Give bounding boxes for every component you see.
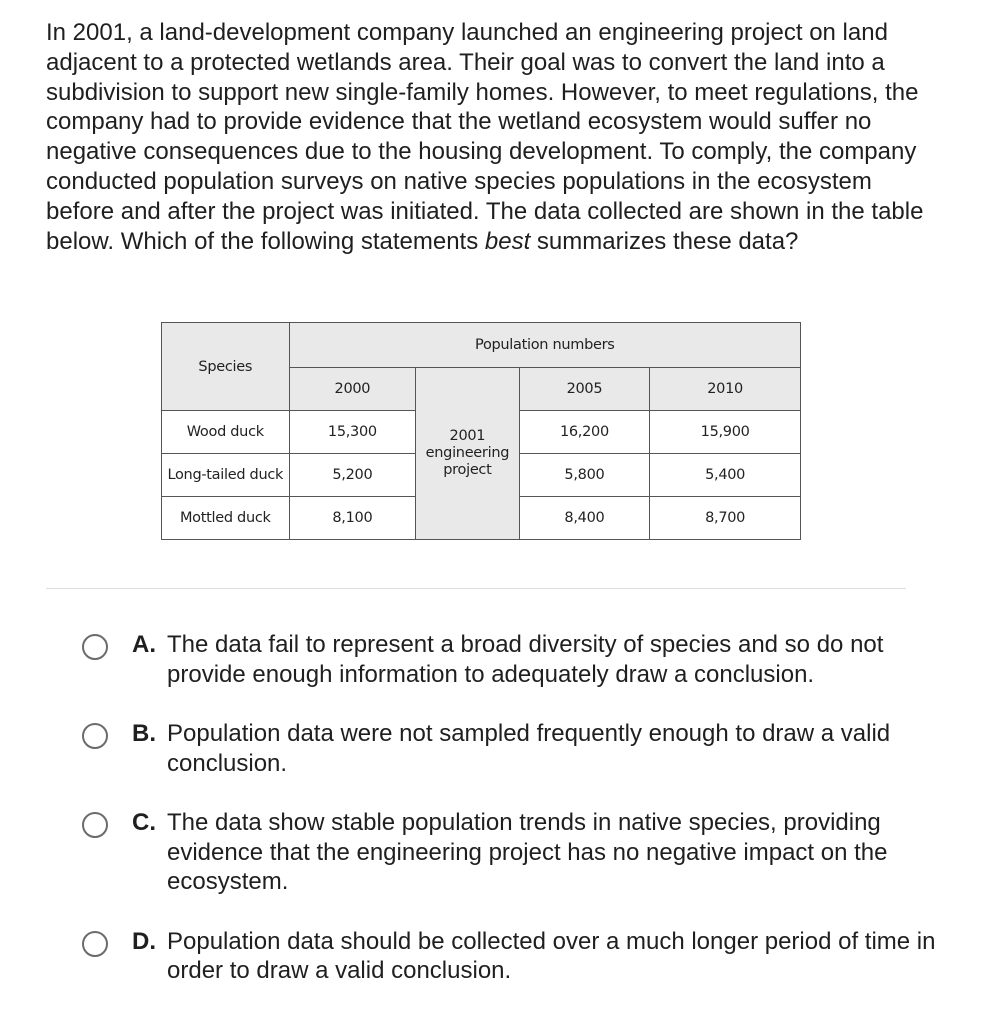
value-cell-2000: 5,200	[289, 454, 416, 497]
option-b[interactable]	[82, 719, 962, 778]
option-text: Population data should be collected over a much longer period of time in order to draw a valid conclusion.	[167, 927, 936, 984]
option-a[interactable]	[82, 630, 962, 689]
species-header: Species	[162, 323, 290, 411]
value-cell-2010: 8,700	[650, 497, 801, 540]
question-text	[46, 18, 926, 256]
population-table	[161, 322, 801, 540]
year-header-2000: 2000	[289, 368, 416, 411]
value-cell-2000: 15,300	[289, 411, 416, 454]
option-d[interactable]	[82, 927, 962, 986]
project-marker-cell	[416, 368, 519, 540]
option-text: Population data were not sampled frequently enough to draw a valid conclusion.	[167, 720, 891, 777]
option-letter: B.	[132, 720, 156, 747]
year-header-2005: 2005	[519, 368, 650, 411]
question-text-end: summarizes these data?	[530, 227, 799, 255]
project-label-year: 2001	[449, 428, 486, 444]
value-cell-2000: 8,100	[289, 497, 416, 540]
value-cell-2005: 8,400	[519, 497, 650, 540]
value-cell-2005: 16,200	[519, 411, 650, 454]
species-cell: Mottled duck	[162, 497, 290, 540]
option-letter: D.	[132, 927, 156, 955]
answer-options	[82, 630, 962, 986]
species-cell: Wood duck	[162, 411, 290, 454]
option-text: The data fail to represent a broad diversity of species and so do not provide enough information to adequately draw a conclusion.	[167, 631, 884, 688]
option-text: The data show stable population trends in native species, providing evidence that the engineering project has no negative impact on the ecosystem.	[167, 809, 888, 895]
radio-button-a[interactable]	[82, 634, 108, 660]
question-text-main: In 2001, a land-development company launched an engineering project on land adjacent to a protected wetlands area. Their goal was to convert the land into a subdivision to support new single-family homes. However, to meet regulations, the company had to provide evidence that the wetland ecosystem would suffer no negative consequences due to the housing development. To comply, the company conducted population surveys on native species populations in the ecosystem before and after the project was initiated. The data collected are shown in the table below. Which of the following statements	[46, 19, 924, 255]
project-label-word1: engineering	[425, 445, 510, 461]
population-header: Population numbers	[289, 323, 800, 368]
radio-button-c[interactable]	[82, 812, 108, 838]
option-letter: C.	[132, 809, 156, 836]
value-cell-2010: 15,900	[650, 411, 801, 454]
year-header-2010: 2010	[650, 368, 801, 411]
radio-button-d[interactable]	[82, 931, 108, 957]
species-cell: Long-tailed duck	[162, 454, 290, 497]
section-divider	[46, 588, 906, 589]
project-label-word2: project	[443, 462, 492, 478]
option-letter: A.	[132, 631, 156, 658]
value-cell-2005: 5,800	[519, 454, 650, 497]
value-cell-2010: 5,400	[650, 454, 801, 497]
option-c[interactable]	[82, 808, 962, 897]
question-emphasis: best	[484, 227, 531, 255]
radio-button-b[interactable]	[82, 723, 108, 749]
